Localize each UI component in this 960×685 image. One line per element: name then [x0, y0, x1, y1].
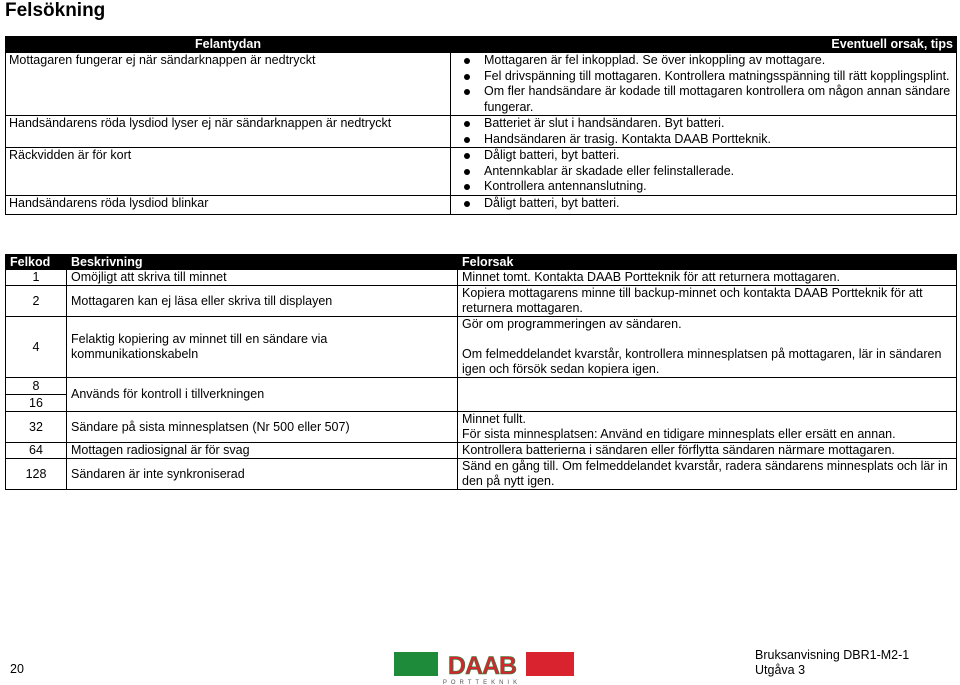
cause-cell [451, 53, 957, 116]
symptom-cell: Mottagaren fungerar ej när sändarknappen är nedtryckt [6, 53, 451, 116]
symptom-cell: Räckvidden är för kort [6, 148, 451, 196]
daab-logo [394, 652, 574, 685]
table-row [6, 195, 957, 215]
troubleshooting-table [5, 36, 957, 215]
column-header-cause: Felorsak [458, 255, 957, 270]
page-title: Felsökning [5, 0, 106, 21]
error-description: Mottagen radiosignal är för svag [67, 443, 458, 459]
list-item: Dåligt batteri, byt batteri. [454, 196, 953, 212]
list-item: Batteriet är slut i handsändaren. Byt batteri. [454, 116, 953, 132]
table-row [6, 412, 957, 443]
error-description: Används för kontroll i tillverkningen [67, 378, 458, 412]
list-item: Fel drivspänning till mottagaren. Kontrollera matningsspänning till rätt kopplingsplint. [454, 69, 953, 85]
list-item: Mottagaren är fel inkopplad. Se över inkoppling av mottagare. [454, 53, 953, 69]
column-header-cause: Eventuell orsak, tips [451, 37, 957, 53]
document-edition: Utgåva 3 [755, 663, 806, 677]
table-row [6, 53, 957, 116]
list-item: Antennkablar är skadade eller felinstallerade. [454, 164, 953, 180]
error-code: 2 [6, 286, 67, 317]
error-code: 32 [6, 412, 67, 443]
column-header-description: Beskrivning [67, 255, 458, 270]
list-item: Dåligt batteri, byt batteri. [454, 148, 953, 164]
page-number: 20 [10, 662, 24, 676]
table-row [6, 459, 957, 490]
error-description: Felaktig kopiering av minnet till en sändare via kommunikationskabeln [67, 317, 458, 378]
error-cause [458, 317, 957, 378]
error-code: 128 [6, 459, 67, 490]
table-header-row [6, 255, 957, 270]
error-cause [458, 378, 957, 412]
error-cause [458, 412, 957, 443]
column-header-symptom: Felantydan [6, 37, 451, 53]
error-description: Sändare på sista minnesplatsen (Nr 500 eller 507) [67, 412, 458, 443]
error-code: 1 [6, 270, 67, 286]
list-item: Om fler handsändare är kodade till mottagaren kontrollera om någon annan sändare fungerar. [454, 84, 953, 115]
error-description: Mottagaren kan ej läsa eller skriva till displayen [67, 286, 458, 317]
document-reference [755, 648, 909, 678]
error-code [6, 378, 67, 412]
error-code-table [5, 254, 957, 490]
error-cause: Kontrollera batterierna i sändaren eller förflytta sändaren närmare mottagaren. [458, 443, 957, 459]
error-cause-line: Minnet fullt. [462, 412, 526, 426]
error-cause-line: Gör om programmeringen av sändaren. [462, 317, 682, 331]
error-description: Sändaren är inte synkroniserad [67, 459, 458, 490]
symptom-cell: Handsändarens röda lysdiod blinkar [6, 195, 451, 215]
symptom-cell: Handsändarens röda lysdiod lyser ej när sändarknappen är nedtryckt [6, 116, 451, 148]
cause-cell [451, 148, 957, 196]
table-row [6, 378, 957, 412]
table-row [6, 270, 957, 286]
error-description: Omöjligt att skriva till minnet [67, 270, 458, 286]
error-cause: Minnet tomt. Kontakta DAAB Portteknik för att returnera mottagaren. [458, 270, 957, 286]
column-header-code: Felkod [6, 255, 67, 270]
error-code-line: 16 [29, 396, 43, 410]
cause-cell [451, 195, 957, 215]
table-row [6, 116, 957, 148]
error-cause-line: Om felmeddelandet kvarstår, kontrollera minnesplatsen på mottagaren, lär in sändaren igen och försök sedan kopiera igen. [462, 347, 942, 376]
logo-wordmark: DAAB [447, 652, 517, 680]
table-row [6, 148, 957, 196]
error-cause: Sänd en gång till. Om felmeddelandet kvarstår, radera sändarens minnesplats och lär in den på nytt igen. [458, 459, 957, 490]
error-code-line: 8 [6, 378, 66, 395]
error-code: 4 [6, 317, 67, 378]
table-header-row [6, 37, 957, 53]
error-code: 64 [6, 443, 67, 459]
document-title: Bruksanvisning DBR1-M2-1 [755, 648, 910, 662]
table-row [6, 443, 957, 459]
cause-cell [451, 116, 957, 148]
error-cause-line: För sista minnesplatsen: Använd en tidigare minnesplats eller ersätt en annan. [462, 427, 896, 441]
list-item: Kontrollera antennanslutning. [454, 179, 953, 195]
table-row [6, 286, 957, 317]
table-row [6, 317, 957, 378]
list-item: Handsändaren är trasig. Kontakta DAAB Portteknik. [454, 132, 953, 148]
error-cause: Kopiera mottagarens minne till backup-minnet och kontakta DAAB Portteknik för att returnera mottagaren. [458, 286, 957, 317]
logo-subtext: PORTTEKNIK [442, 680, 522, 685]
